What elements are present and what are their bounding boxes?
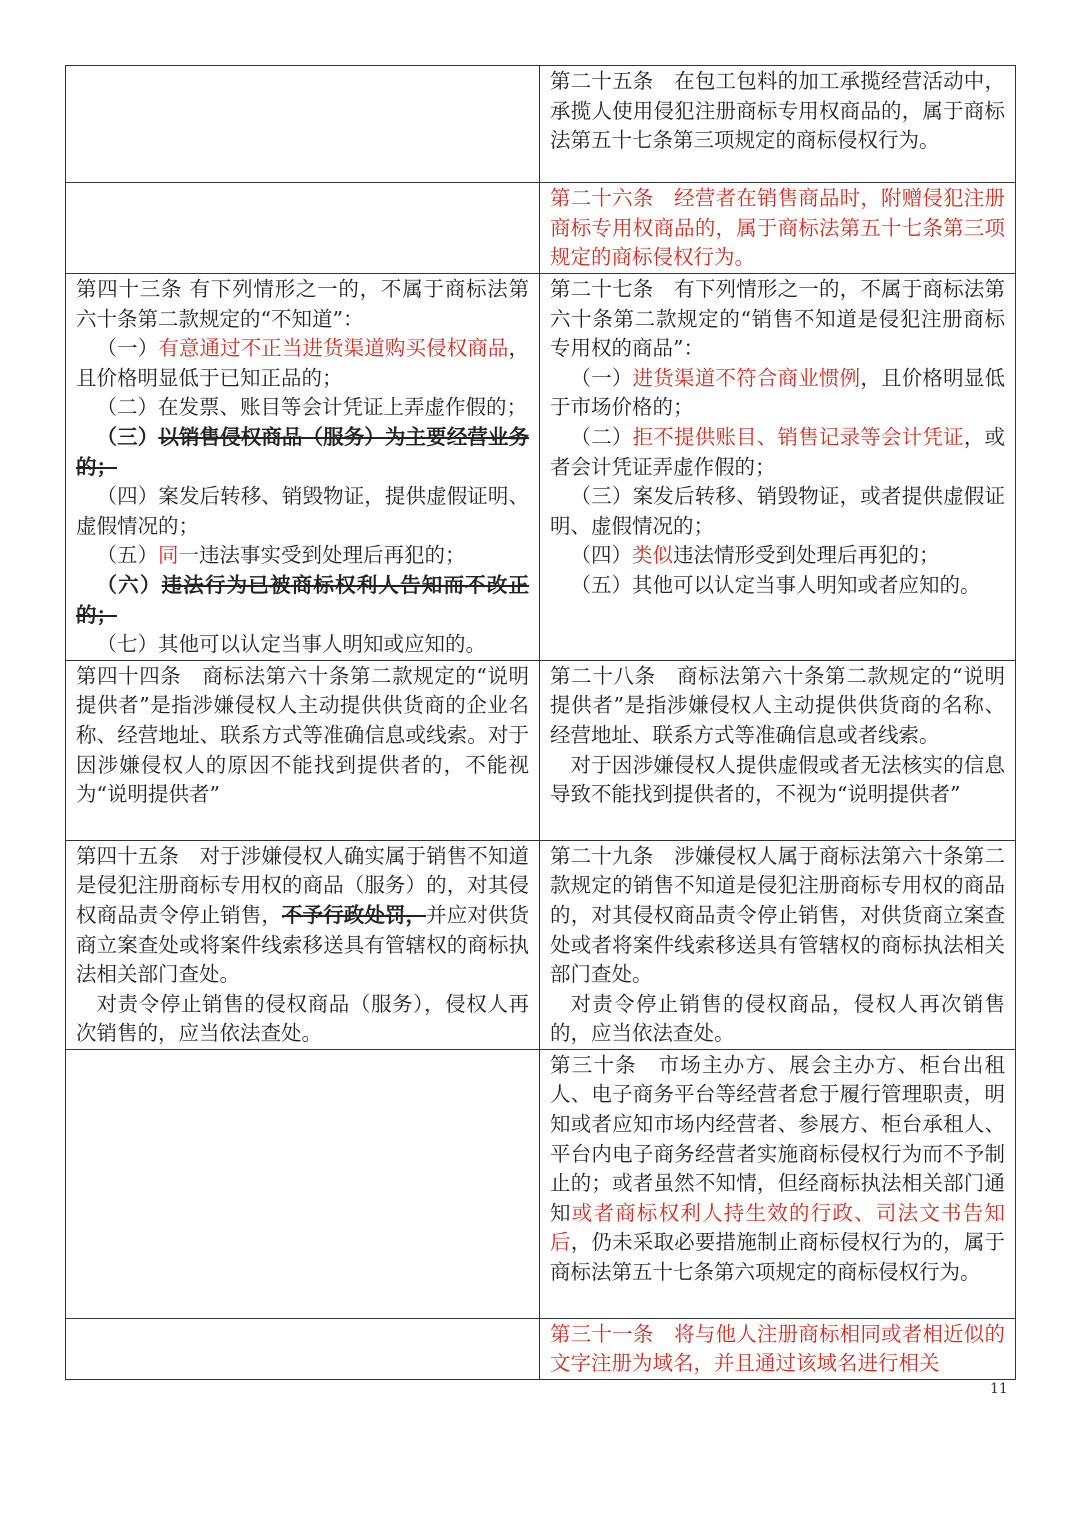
new-version-cell	[540, 66, 1016, 183]
article-paragraph	[76, 541, 529, 571]
article-paragraph	[76, 842, 529, 990]
new-version-cell	[540, 183, 1016, 274]
article-paragraph	[76, 334, 529, 393]
text-segment: ，仍未采取必要措施制止商标侵权行为的，属于商标法第五十七条第六项规定的商标侵权行为。	[550, 1230, 1006, 1285]
revised-text: 同一	[158, 543, 199, 568]
article-paragraph	[550, 482, 1005, 541]
text-segment: 违法事实受到处理后再犯的；	[199, 543, 466, 568]
text-segment: 第二十七条 有下列情形之一的，不属于商标法第六十条第二款规定的“销售不知道是侵犯注册商标专用权的商品”：	[550, 277, 1005, 361]
revised-text: 第三十一条 将与他人注册商标相同或者相近似的文字注册为域名，并且通过该域名进行相关	[550, 1321, 1005, 1376]
article-paragraph	[76, 990, 529, 1049]
article-paragraph	[76, 630, 529, 660]
new-version-cell	[540, 1318, 1016, 1379]
text-segment: （四）	[570, 543, 632, 568]
text-segment: 第二十五条 在包工包料的加工承揽经营活动中，承揽人使用侵犯注册商标专用权商品的，属于商标法第五十七条第三项规定的商标侵权行为。	[550, 69, 1005, 153]
text-segment: 对责令停止销售的侵权商品（服务），侵权人再次销售的，应当依法查处。	[76, 991, 529, 1046]
text-segment: ，或者会计凭证弄虚作假的；	[550, 424, 1006, 479]
article-paragraph	[76, 423, 529, 482]
old-version-cell	[66, 183, 540, 274]
text-segment: ，且价格明显低于市场价格的；	[550, 365, 1006, 420]
deleted-text: 以销售侵权商品（服务）为主要经营业务的；	[76, 424, 530, 479]
text-segment: （一）	[96, 336, 159, 361]
old-version-cell	[66, 1318, 540, 1379]
text-segment: （二）	[570, 424, 633, 449]
old-version-cell	[66, 1049, 540, 1318]
text-segment: 对于因涉嫌侵权人提供虚假或者无法核实的信息导致不能找到提供者的，不视为“说明提供者”	[550, 752, 1005, 807]
table-row	[66, 1318, 1016, 1379]
text-segment: ，且价格明显低于已知正品的；	[76, 336, 530, 390]
comparison-table	[65, 65, 1016, 1380]
text-segment: 对责令停止销售的侵权商品，侵权人再次销售的，应当依法查处。	[550, 991, 1005, 1046]
new-version-cell	[540, 274, 1016, 661]
text-segment: 第二十八条 商标法第六十条第二款规定的“说明提供者”是指涉嫌侵权人主动提供供货商的名称、经营地址、联系方式等准确信息或者线索。	[550, 663, 1005, 747]
article-paragraph	[550, 275, 1005, 364]
text-segment: 第四十四条 商标法第六十条第二款规定的“说明提供者”是指涉嫌侵权人主动提供供货商的企业名称、经营地址、联系方式等准确信息或线索。对于因涉嫌侵权人的原因不能找到提供者的，不能视为“说明提供者”	[76, 663, 529, 807]
old-version-cell	[66, 660, 540, 840]
table-row	[66, 840, 1016, 1049]
new-version-cell	[540, 1049, 1016, 1318]
article-paragraph	[76, 662, 529, 810]
article-paragraph	[76, 275, 529, 334]
text-segment: 第三十条 市场主办方、展会主办方、柜台出租人、电子商务平台等经营者怠于履行管理职责，明知或者应知市场内经营者、参展方、柜台承租人、平台内电子商务经营者实施商标侵权行为而不予制止的；或者虽然不知情，但经商标执法相关部门通知	[550, 1052, 1005, 1225]
table-body	[66, 66, 1016, 1380]
article-paragraph	[550, 751, 1005, 810]
deleted-text: 不予行政处罚，	[281, 902, 427, 927]
text-segment: 第四十三条 有下列情形之一的，不属于商标法第六十条第二款规定的“不知道”：	[76, 277, 529, 331]
text-segment: 并应对供货商立案查处或将案件线索移送具有管辖权的商标执法相关部门查处。	[76, 902, 530, 987]
article-paragraph	[76, 482, 529, 541]
text-segment: 第二十九条 涉嫌侵权人属于商标法第六十条第二款规定的销售不知道是侵犯注册商标专用权的商品的，对其侵权商品责令停止销售，对供货商立案查处或者将案件线索移送具有管辖权的商标执法相关部门查处。	[550, 843, 1005, 987]
text-segment: 第四十五条 对于涉嫌侵权人确实属于销售不知道是侵犯注册商标专用权的商品（服务）的，对其侵权商品责令停止销售，	[76, 843, 529, 927]
article-paragraph	[550, 990, 1005, 1049]
text-segment: （五）其他可以认定当事人明知或者应知的。	[570, 572, 981, 597]
table-row	[66, 274, 1016, 661]
article-paragraph	[550, 1320, 1005, 1379]
old-version-cell	[66, 274, 540, 661]
revised-text: 进货渠道不符合商业惯例	[632, 365, 861, 390]
table-row	[66, 660, 1016, 840]
text-segment: （一）	[570, 365, 633, 390]
text-segment: （七）其他可以认定当事人明知或应知的。	[96, 632, 486, 657]
text-segment: （五）	[96, 543, 158, 568]
old-version-cell	[66, 840, 540, 1049]
text-segment: （二）在发票、账目等会计凭证上弄虚作假的；	[96, 395, 527, 420]
text-segment: （四）案发后转移、销毁物证，提供虚假证明、虚假情况的；	[76, 484, 529, 538]
old-version-cell	[66, 66, 540, 183]
revised-text: 有意通过不正当进货渠道购买侵权商品	[158, 336, 509, 361]
article-paragraph	[550, 1051, 1005, 1288]
text-segment: （三）案发后转移、销毁物证，或者提供虚假证明、虚假情况的；	[550, 484, 1005, 538]
article-paragraph	[550, 541, 1005, 571]
page-number: 11	[990, 1381, 1008, 1397]
text-segment: 违法情形受到处理后再犯的；	[673, 543, 940, 568]
new-version-cell	[540, 840, 1016, 1049]
article-paragraph	[550, 842, 1005, 990]
article-paragraph	[76, 571, 529, 630]
deleted-text: 违法行为已被商标权利人告知而不改正的；	[76, 572, 530, 627]
article-paragraph	[550, 364, 1005, 423]
article-paragraph	[550, 571, 1005, 601]
article-paragraph	[550, 423, 1005, 482]
article-paragraph	[550, 67, 1005, 156]
article-paragraph	[550, 184, 1005, 273]
new-version-cell	[540, 660, 1016, 840]
article-paragraph	[550, 662, 1005, 751]
text-segment: （六）	[96, 572, 162, 597]
revised-text: 第二十六条 经营者在销售商品时，附赠侵犯注册商标专用权商品的，属于商标法第五十七条第三项规定的商标侵权行为。	[550, 186, 1005, 270]
revised-text: 或者商标权利人持生效的行政、司法文书告知后	[550, 1200, 1006, 1255]
revised-text: 类似	[632, 543, 673, 568]
article-paragraph	[76, 393, 529, 423]
table-row	[66, 1049, 1016, 1318]
table-row	[66, 183, 1016, 274]
text-segment: （三）	[96, 424, 159, 449]
table-row	[66, 66, 1016, 183]
revised-text: 拒不提供账目、销售记录等会计凭证	[632, 424, 964, 449]
